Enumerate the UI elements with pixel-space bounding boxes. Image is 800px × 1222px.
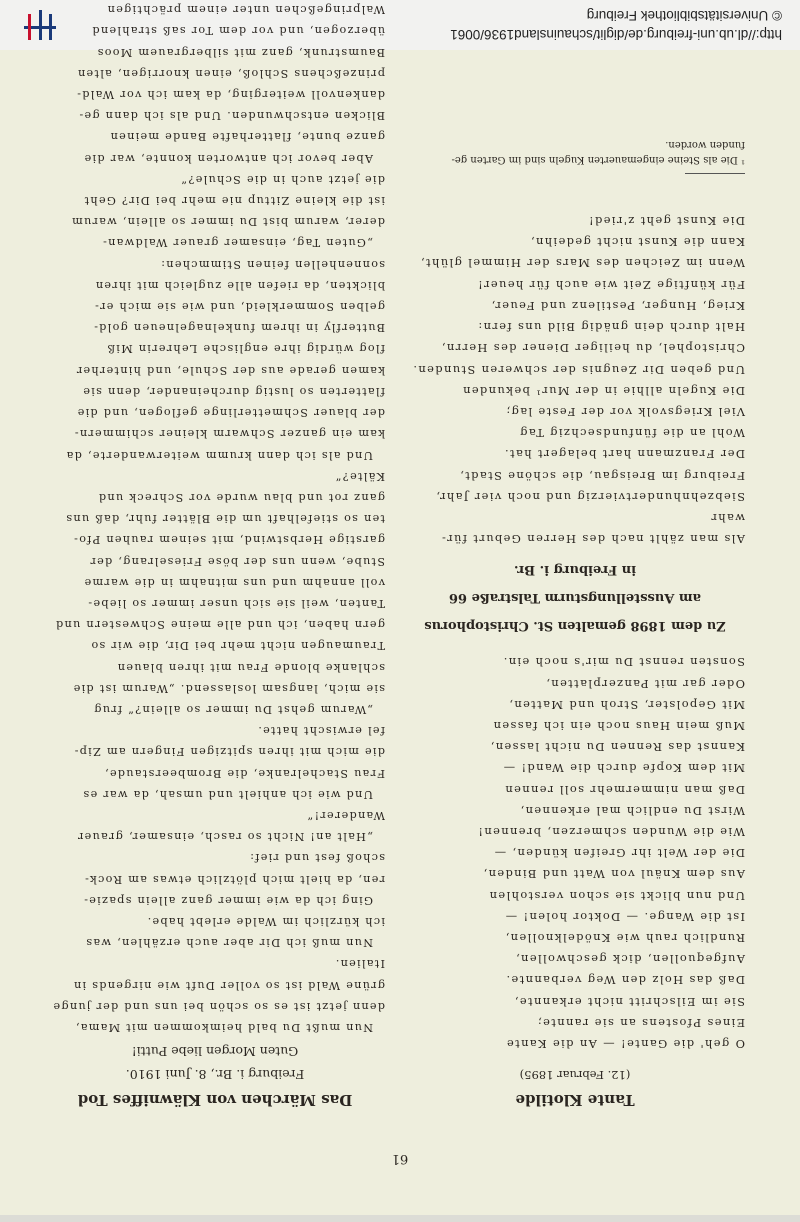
poem-line: Mit Gepolster, Stroh und Matten, (507, 697, 745, 712)
text-line: Nun mußt Du bald heimkommen mit Mama, (74, 1021, 373, 1034)
poem-line: Für künftige Zeit wie auch für heuer! (476, 277, 745, 292)
subhead-line: Zu dem 1898 gemalten St. Christophorus (424, 618, 726, 634)
text-line: ganze bunte, flatterhafte Bande meinen (109, 130, 385, 144)
story-title: Das Märchen von Kläwniffes Tod (77, 1091, 353, 1109)
text-line: „Halt an! Nicht so rasch, einsamer, grauer (76, 830, 373, 844)
poem-line: Wie die Wunden schmerzen, brennen! (477, 824, 745, 839)
poem-line: Wohl an die fünfundsechzig Tag (518, 426, 745, 441)
text-line: Ging ich da wie immer ganz allein spazie- (82, 893, 373, 907)
poem-line: Aufgequollen, dick geschwollen, (514, 952, 745, 967)
poem-line: Kann die Kunst nicht gedeihn, (529, 235, 745, 250)
poem-line: Wenn im Zeichen des Mars der Himmel glüht, (419, 256, 745, 271)
poem-line: Aus dem Knäul von Watt und Binden, (482, 867, 745, 882)
source-url[interactable]: http://dl.ub.uni-freiburg.de/diglit/schauinsland1936/0061 (450, 27, 782, 42)
poem-line: Als man zählt nach des Herren Geburt für- (440, 532, 745, 547)
text-line: fel erwischt hatte. (256, 724, 385, 738)
text-line: Nun muß ich Dir aber auch erzählen, was (85, 936, 373, 950)
poem-line: Siebzehnhundertvierzig und noch vier Jahr, (434, 489, 745, 504)
text-line: sie mich, langsam loslassend. „Warum ist die (72, 681, 385, 695)
poem-stanza-2 (405, 210, 745, 549)
text-line: kam ein ganzer Schwarm kleiner schimmern- (73, 427, 385, 441)
text-line: grüne Wald ist so voller Duft wie nirgends in (72, 978, 385, 992)
poem-title: Tante Klotilde (515, 1091, 635, 1109)
poem-line: Und geben Dir Zeugnis der schweren Stunden. (412, 362, 745, 377)
poem-line: Die Kugeln allhie in der Mur¹ bekunden (461, 383, 745, 398)
text-line: überzogen, und vor dem Tor saß strahlend (91, 24, 385, 38)
text-line: dankenvoll weiterging, da kam ich vor Wald- (75, 88, 385, 102)
text-line: Baumstrunk, ganz mit silbergrauem Moos (96, 45, 385, 59)
poem-line: Freiburg im Breisgau, die schöne Stadt, (458, 468, 745, 483)
poem-line: Oder gar mit Panzerplatten, (544, 676, 745, 691)
text-line: prinzeßchens Schloß, einen knorrigen, alten (76, 66, 385, 80)
text-line: schlanke blonde Frau mit ihren blauen (116, 660, 385, 674)
text-line: Walpringeßchen unter einem prächtigen (106, 3, 385, 17)
text-line: kamen gerade aus der Schule, und hinterher (75, 363, 385, 377)
text-line: Italien. (334, 957, 385, 971)
story-text (45, 0, 385, 1038)
text-line: Aber bevor ich antworten konnte, war die (83, 151, 373, 165)
text-line: Wanderer!“ (306, 808, 385, 822)
poem-line: Sie im Eilschritt nicht erkannte, (513, 994, 745, 1009)
text-line: gern haben, ich und alle meine Schwestern und (54, 618, 385, 632)
text-line: die jetzt auch in die Schule?“ (180, 172, 385, 186)
poem-line: Kannst das Rennen Du nicht lassen, (489, 740, 745, 755)
text-line: Stube, wenn uns der böse Frieselrang, der (89, 554, 385, 568)
poem-line: Die der Welt ihr Greifen künden, — (493, 846, 745, 861)
story-greeting: Guten Morgen liebe Putti! (131, 1044, 299, 1059)
poem-line: Eines Pfostens an sie rannte; (536, 1015, 745, 1030)
text-line: ich kürzlich im Walde erlebt habe. (146, 914, 385, 928)
text-line: ganz rot und blau wurde vor Schreck und (97, 490, 385, 504)
footnote-line: ¹ Die als Steine eingemauerten Kugeln sind im Garten ge- (451, 153, 745, 165)
poem-line: Ist die Wange. — Doktor holen! — (504, 909, 745, 924)
footnote (405, 137, 745, 167)
text-line: „Guten Tag, einsamer grauer Waldwan- (101, 236, 373, 250)
text-line: Und als ich dann krumm weiterwanderte, da (65, 448, 373, 462)
poem-line: O geh' die Gante! — An die Kante (505, 1037, 745, 1051)
text-line: Tanten, weil sie sich unser immer so liebe- (87, 596, 385, 610)
text-line: sonnenhellen feinen Stimmchen: (159, 257, 385, 271)
story-date: Freiburg i. Br., 8. Juni 1910. (125, 1067, 305, 1082)
text-line: flatterten so lustig durcheinander, denn sie (82, 384, 385, 398)
text-line: flog würdig ihre englische Lehrerin Miß (106, 342, 385, 356)
footer-text (450, 6, 782, 44)
text-line: blickten, da riefen alle zugleich mit ihren (94, 278, 385, 292)
text-line: Traumaugen nicht mehr bei Dir, die wir so (90, 639, 385, 653)
subhead-line: in Freiburg i. Br. (513, 562, 637, 578)
poem-line: Christophel, du heiliger Diener des Herrn, (440, 341, 745, 356)
text-line: Frau Stachelranke, die Brombeerstaude, (103, 766, 385, 780)
footnote-line: funden worden. (665, 138, 745, 150)
poem-stanza-1 (405, 651, 745, 1054)
poem-line: Sonsten rennst Du mir's noch ein. (502, 655, 745, 670)
footnote-rule (685, 173, 745, 174)
right-column (45, 0, 385, 1110)
text-line: Kälte?“ (334, 469, 385, 483)
poem-line: Mit dem Kopfe durch die Wand! — (502, 761, 745, 776)
copyright-text: © Universitätsbibliothek Freiburg (586, 8, 782, 23)
poem-line: Viel Kriegsvolk vor der Feste lag; (504, 404, 745, 419)
text-line: ren, da hielt mich plötzlich etwas am Rock- (83, 872, 385, 886)
poem-line: Rundlich rauh wie Knödelknollen, (504, 930, 745, 945)
poem-line: Die Kunst geht z'ried! (587, 214, 745, 229)
text-line: der blauer Schmetterlinge geflogen, und die (76, 406, 385, 420)
text-line: derer, warum bist Du immer so allein, warum (70, 215, 385, 229)
text-line: denn jetzt ist es so schön bei uns und der junge (52, 999, 385, 1013)
poem-line: Der Franzmann hart belagert hat. (503, 447, 745, 462)
text-line: Und wie ich anhielt und umsah, da war es (82, 787, 373, 801)
left-column (405, 137, 745, 1110)
poem-line: Wirst Du endlich mal erkennen, (519, 803, 745, 818)
text-line: ist die kleine Zittup nie mehr bei Dir? Geht (83, 194, 385, 208)
poem-date: (12. Februar 1895) (519, 1068, 631, 1082)
text-line: garstige Herbstwind, mit seinem rauhen Pfo- (72, 533, 385, 547)
text-line: Butterfly in ihrem funkelnagelneuen gold- (92, 321, 385, 335)
text-line: gelben Sommerkleid, und wie sie mich er- (93, 300, 385, 314)
poem-line: Daß man nimmermehr soll rennen (504, 782, 745, 797)
page-number: 61 (391, 1151, 409, 1166)
poem-line: Daß das Holz den Weg verbannte. (505, 973, 745, 988)
text-line: voll annahm und uns mitnahm in die warme (83, 575, 385, 589)
poem-line: wahr (710, 510, 745, 525)
text-line: ten so stiefelhaft um die Blätter fuhr, daß uns (65, 512, 385, 526)
subhead-line: am Ausstellungsturm Talstraße 66 (448, 590, 702, 606)
poem-line: Krieg, Hunger, Pestilenz und Feuer, (490, 298, 745, 313)
poem-line: Muß mein Haus noch ein ich fassen (492, 718, 745, 733)
poem-line: Halt durch dein gnädig Bild uns fern: (477, 320, 745, 335)
poem-line: Und nun blickt sie schon verstohlen (488, 888, 745, 903)
text-line: „Warum gehst Du immer so allein?“ frug (93, 702, 373, 716)
text-line: die mich mit ihren spitzigen Fingern am Zip- (73, 745, 385, 759)
poem-subhead (405, 562, 745, 633)
text-line: Blicken entschwunden. Und als ich dann ge- (78, 109, 385, 123)
text-line: schoß fest und rief: (248, 851, 385, 865)
